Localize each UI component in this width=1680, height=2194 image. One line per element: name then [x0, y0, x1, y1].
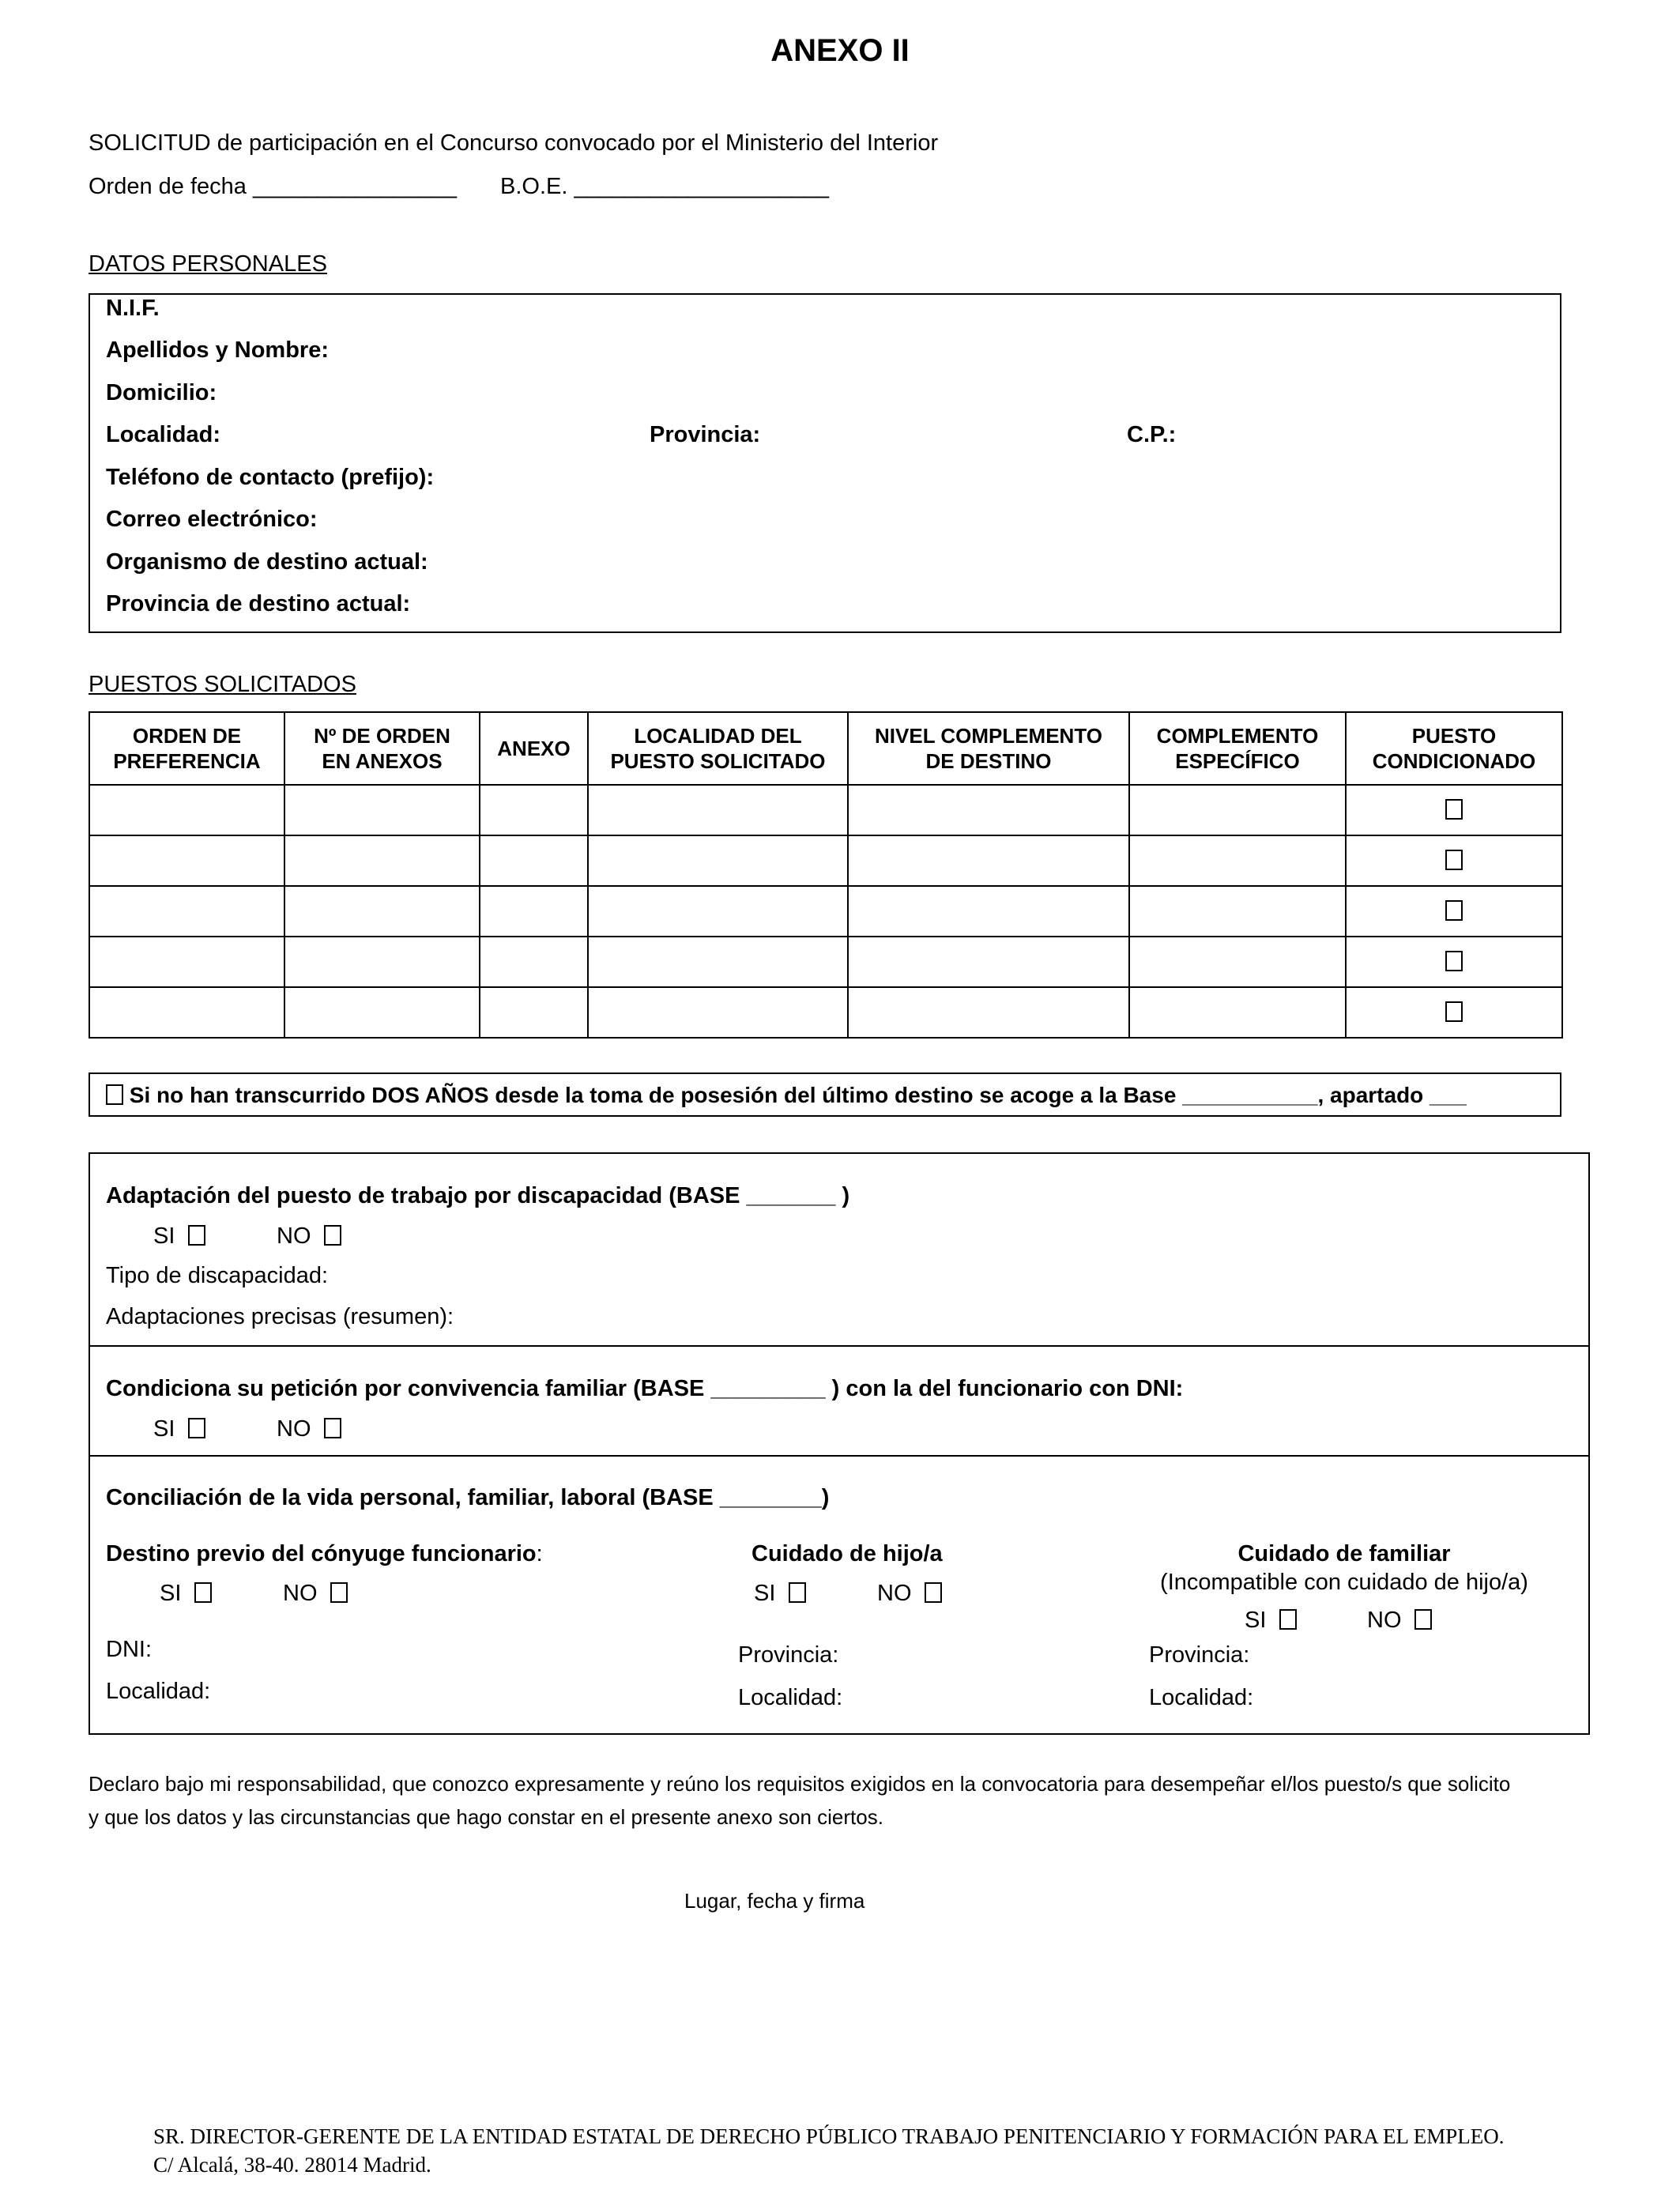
domicilio-field[interactable]: Domicilio: [106, 380, 217, 405]
condicionado-checkbox[interactable] [1445, 799, 1463, 820]
table-cell[interactable] [1129, 987, 1346, 1038]
adaptacion-no-checkbox[interactable] [324, 1225, 341, 1246]
page-title: ANEXO II [770, 33, 910, 68]
col-puesto-condicionado: PUESTO CONDICIONADO [1346, 712, 1562, 785]
provincia-destino-field[interactable]: Provincia de destino actual: [106, 591, 411, 616]
convivencia-si-option[interactable]: SI [153, 1416, 205, 1442]
table-cell[interactable] [284, 937, 480, 987]
adaptaciones-field[interactable]: Adaptaciones precisas (resumen): [106, 1304, 454, 1329]
adaptacion-no-option[interactable]: NO [277, 1223, 341, 1250]
hijo-title: Cuidado de hijo/a [751, 1541, 943, 1566]
col-numero-orden: Nº DE ORDEN EN ANEXOS [284, 712, 480, 785]
col-complemento-especifico: COMPLEMENTO ESPECÍFICO [1129, 712, 1346, 785]
boe-field[interactable]: B.O.E. ____________________ [500, 174, 830, 199]
table-cell [1346, 886, 1562, 937]
table-cell[interactable] [1129, 785, 1346, 835]
familiar-subtitle: (Incompatible con cuidado de hijo/a) [1160, 1570, 1528, 1595]
col-anexo: ANEXO [480, 712, 588, 785]
declaracion-line-2: y que los datos y las circunstancias que hago constar en el presente anexo son ciertos. [89, 1805, 883, 1829]
organismo-field[interactable]: Organismo de destino actual: [106, 549, 428, 575]
table-cell[interactable] [284, 835, 480, 886]
table-cell[interactable] [480, 937, 588, 987]
hijo-no-option[interactable]: NO [877, 1581, 942, 1607]
puestos-heading: PUESTOS SOLICITADOS [89, 672, 356, 697]
familiar-localidad-field[interactable]: Localidad: [1149, 1685, 1254, 1710]
conciliacion-heading: Conciliación de la vida personal, familiar, laboral (BASE ________) [106, 1485, 830, 1510]
table-cell[interactable] [588, 937, 848, 987]
table-row [89, 785, 1562, 835]
table-header-row [89, 712, 1562, 785]
dos-anos-statement: Si no han transcurrido DOS AÑOS desde la toma de posesión del último destino se acoge a la Base ___________, apartado ___ [106, 1083, 1467, 1108]
telefono-field[interactable]: Teléfono de contacto (prefijo): [106, 465, 435, 490]
table-cell[interactable] [1129, 886, 1346, 937]
familiar-no-option[interactable]: NO [1367, 1608, 1432, 1634]
table-cell[interactable] [848, 835, 1129, 886]
apellidos-field[interactable]: Apellidos y Nombre: [106, 337, 329, 363]
dos-anos-checkbox[interactable] [106, 1084, 123, 1105]
table-cell[interactable] [588, 835, 848, 886]
table-cell[interactable] [588, 785, 848, 835]
condicionado-checkbox[interactable] [1445, 850, 1463, 870]
declaracion-line-1: Declaro bajo mi responsabilidad, que conozco expresamente y reúno los requisitos exigidos en la convocatoria para desempeñar el/los puesto/s que solicito [89, 1772, 1511, 1796]
table-cell[interactable] [848, 785, 1129, 835]
familiar-title: Cuidado de familiar [1237, 1541, 1451, 1566]
hijo-si-option[interactable]: SI [754, 1581, 806, 1607]
conyuge-no-option[interactable]: NO [283, 1581, 348, 1607]
table-cell[interactable] [284, 785, 480, 835]
hijo-localidad-field[interactable]: Localidad: [738, 1685, 843, 1710]
familiar-no-checkbox[interactable] [1414, 1609, 1432, 1630]
table-row [89, 937, 1562, 987]
convivencia-no-checkbox[interactable] [324, 1418, 341, 1438]
conyuge-localidad-field[interactable]: Localidad: [106, 1679, 211, 1704]
divider [89, 1455, 1590, 1457]
firma-label: Lugar, fecha y firma [684, 1889, 865, 1913]
conyuge-dni-field[interactable]: DNI: [106, 1637, 152, 1662]
col-localidad: LOCALIDAD DEL PUESTO SOLICITADO [588, 712, 848, 785]
table-cell[interactable] [848, 987, 1129, 1038]
datos-personales-heading: DATOS PERSONALES [89, 251, 327, 277]
puestos-table [89, 711, 1563, 1039]
adaptacion-si-checkbox[interactable] [188, 1225, 205, 1246]
convivencia-no-option[interactable]: NO [277, 1416, 341, 1442]
table-row [89, 987, 1562, 1038]
conyuge-si-checkbox[interactable] [194, 1582, 212, 1603]
adaptacion-heading: Adaptación del puesto de trabajo por discapacidad (BASE _______ ) [106, 1183, 850, 1208]
nif-field[interactable]: N.I.F. [106, 296, 160, 321]
conyuge-si-option[interactable]: SI [160, 1581, 212, 1607]
tipo-discapacidad-field[interactable]: Tipo de discapacidad: [106, 1263, 329, 1288]
table-row [89, 835, 1562, 886]
table-cell[interactable] [848, 937, 1129, 987]
localidad-field[interactable]: Localidad: [106, 422, 221, 447]
table-cell[interactable] [89, 886, 284, 937]
table-cell[interactable] [89, 785, 284, 835]
table-cell[interactable] [480, 835, 588, 886]
solicitud-line: SOLICITUD de participación en el Concurso convocado por el Ministerio del Interior [89, 130, 939, 156]
hijo-provincia-field[interactable]: Provincia: [738, 1642, 839, 1668]
familiar-si-checkbox[interactable] [1279, 1609, 1297, 1630]
table-cell[interactable] [1129, 835, 1346, 886]
table-cell [1346, 785, 1562, 835]
table-cell[interactable] [588, 886, 848, 937]
familiar-si-option[interactable]: SI [1245, 1608, 1297, 1634]
table-cell[interactable] [89, 835, 284, 886]
table-cell[interactable] [480, 886, 588, 937]
table-cell [1346, 987, 1562, 1038]
table-cell [1346, 835, 1562, 886]
condicionado-checkbox[interactable] [1445, 951, 1463, 971]
divider [89, 1345, 1590, 1347]
conyuge-title: Destino previo del cónyuge funcionario: [106, 1541, 543, 1566]
table-cell[interactable] [588, 987, 848, 1038]
footer-address: C/ Alcalá, 38-40. 28014 Madrid. [153, 2153, 431, 2177]
convivencia-si-checkbox[interactable] [188, 1418, 205, 1438]
table-cell[interactable] [1129, 937, 1346, 987]
table-cell[interactable] [89, 987, 284, 1038]
table-cell[interactable] [848, 886, 1129, 937]
convivencia-heading: Condiciona su petición por convivencia familiar (BASE _________ ) con la del funcionario con DNI: [106, 1376, 1184, 1401]
table-cell[interactable] [480, 987, 588, 1038]
table-cell [1346, 937, 1562, 987]
table-row [89, 886, 1562, 937]
condicionado-checkbox[interactable] [1445, 900, 1463, 921]
condicionado-checkbox[interactable] [1445, 1001, 1463, 1022]
col-orden-preferencia: ORDEN DE PREFERENCIA [89, 712, 284, 785]
orden-fecha-field[interactable]: Orden de fecha ________________ [89, 174, 458, 199]
hijo-si-checkbox[interactable] [789, 1582, 806, 1603]
table-cell[interactable] [89, 937, 284, 987]
cp-field[interactable]: C.P.: [1127, 422, 1177, 447]
table-cell[interactable] [480, 785, 588, 835]
hijo-no-checkbox[interactable] [925, 1582, 942, 1603]
familiar-provincia-field[interactable]: Provincia: [1149, 1642, 1250, 1668]
table-cell[interactable] [284, 987, 480, 1038]
col-nivel-complemento: NIVEL COMPLEMENTO DE DESTINO [848, 712, 1129, 785]
footer-recipient: SR. DIRECTOR-GERENTE DE LA ENTIDAD ESTATAL DE DERECHO PÚBLICO TRABAJO PENITENCIARIO Y FORMACIÓN PARA EL EMPLEO. [153, 2124, 1505, 2148]
adaptacion-si-option[interactable]: SI [153, 1223, 205, 1250]
correo-field[interactable]: Correo electrónico: [106, 507, 318, 532]
provincia-field[interactable]: Provincia: [650, 422, 761, 447]
table-cell[interactable] [284, 886, 480, 937]
conyuge-no-checkbox[interactable] [330, 1582, 348, 1603]
